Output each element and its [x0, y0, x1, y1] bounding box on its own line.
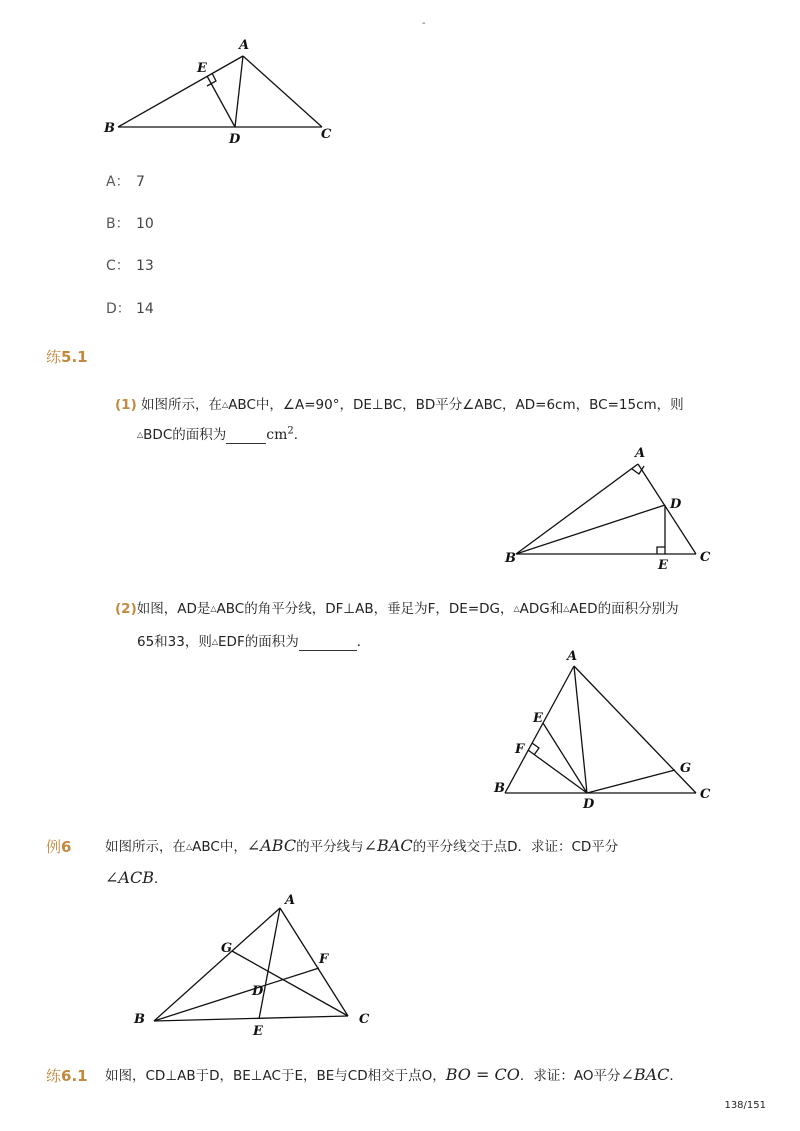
label-a: A [239, 38, 250, 53]
question-1-line-2: △BDC的面积为 $cm^2$． [137, 425, 308, 443]
label-e: E [533, 711, 543, 726]
label-d: D [229, 132, 241, 146]
figure-triangle-abc-4 [128, 890, 378, 1040]
label-a: A [567, 649, 578, 664]
label-f: F [515, 742, 525, 757]
label-a: A [635, 446, 646, 461]
option-key: A： [106, 174, 130, 190]
label-g: G [680, 761, 692, 776]
option-b[interactable] [106, 213, 154, 233]
example-6-line-2: ∠ACB． [105, 868, 168, 887]
option-d[interactable] [106, 298, 154, 318]
label-d: D [670, 497, 682, 512]
option-key: C： [106, 258, 130, 274]
triangle-icon: △ [563, 604, 570, 613]
triangle-icon: △ [186, 842, 193, 851]
label-f: F [319, 952, 329, 967]
example-6-line-1: 如图所示，在△ABC中，∠ABC的平分线与∠BAC的平分线交于点D．求证：CD平分 [105, 836, 619, 855]
triangle-icon: △ [137, 430, 144, 439]
label-c: C [359, 1012, 370, 1027]
figure-triangle-abc-1 [100, 36, 340, 146]
label-d: D [583, 797, 595, 812]
label-c: C [700, 787, 711, 802]
answer-blank[interactable] [226, 427, 266, 444]
label-b: B [505, 551, 516, 566]
question-2-line-2: 65和33，则△EDF的面积为 ． [137, 634, 371, 650]
label-e: E [197, 61, 207, 76]
question-number: (2) [115, 601, 137, 617]
section-label-6-1: 练6.1 [46, 1067, 88, 1085]
triangle-icon: △ [513, 604, 520, 613]
section-label-5-1: 练5.1 [46, 348, 88, 366]
label-b: B [134, 1012, 145, 1027]
triangle-icon: △ [210, 604, 217, 613]
option-value: 13 [136, 258, 154, 274]
example-label-6: 例6 [46, 838, 72, 856]
answer-blank[interactable] [299, 634, 357, 651]
option-key: D： [106, 301, 131, 317]
label-c: C [321, 127, 332, 142]
figure-triangle-abc-3 [490, 648, 720, 813]
triangle-icon: △ [222, 400, 229, 409]
question-number: (1) [115, 397, 137, 413]
label-c: C [700, 550, 711, 565]
question-1-line-1: (1) 如图所示，在△ABC中，∠A=90°，DE⊥BC，BD平分∠ABC，AD=6cm，BC=15cm，则 [115, 397, 684, 413]
option-key: B： [106, 216, 130, 232]
top-mark: - [422, 18, 426, 29]
practice-6-1-line: 如图，CD⊥AB于D，BE⊥AC于E，BE与CD相交于点O，BO = CO．求证：AO平分∠BAC． [105, 1065, 683, 1084]
label-b: B [494, 781, 505, 796]
label-e: E [253, 1024, 263, 1039]
figure-triangle-abc-2 [500, 444, 720, 574]
option-value: 7 [136, 174, 145, 190]
label-d: D [252, 984, 264, 999]
option-c[interactable] [106, 255, 154, 275]
label-b: B [104, 121, 115, 136]
label-a: A [285, 893, 296, 908]
question-2-line-1: (2)如图，AD是△ABC的角平分线，DF⊥AB，垂足为F，DE=DG，△ADG和△AED的面积分别为 [115, 601, 679, 617]
option-a[interactable] [106, 171, 145, 191]
triangle-icon: △ [211, 637, 219, 646]
option-value: 14 [136, 301, 154, 317]
option-value: 10 [136, 216, 154, 232]
label-e: E [658, 558, 668, 573]
label-g: G [221, 941, 233, 956]
page-number: 138/151 [724, 1100, 766, 1111]
